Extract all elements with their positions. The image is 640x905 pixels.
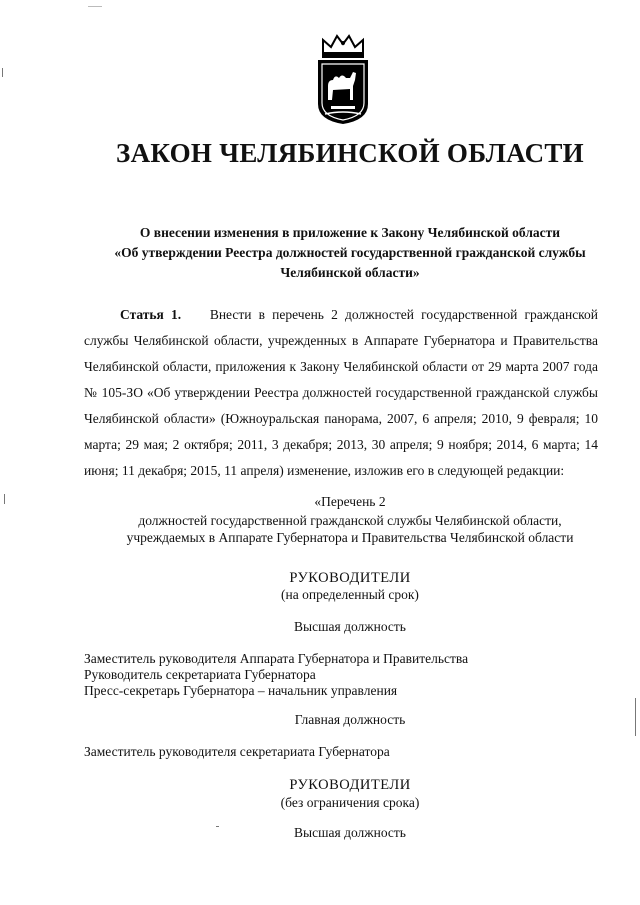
coat-of-arms-emblem bbox=[313, 34, 373, 126]
section-heading: РУКОВОДИТЕЛИ bbox=[289, 777, 411, 793]
position-item: Руководитель секретариата Губернатора bbox=[84, 667, 316, 682]
list-title-line: учреждаемых в Аппарате Губернатора и Правительства Челябинской области bbox=[126, 530, 574, 545]
group-title: Высшая должность bbox=[294, 619, 406, 634]
scan-mark bbox=[2, 68, 3, 77]
law-subtitle bbox=[70, 223, 630, 283]
article-text: Внести в перечень 2 должностей государственной гражданской службы Челябинской области, учрежденных в Аппарате Губернатора и Правительства Челябинской области, приложения к Закону Челябинской области от 29 марта 2007 года № 105-ЗО «Об утверждении Реестра должностей государственной гражданской службы Челябинской области» (Южноуральская панорама, 2007, 6 апреля; 2010, 9 февраля; 10 марта; 29 мая; 2 октября; 2011, 3 декабря; 2013, 30 апреля; 9 ноября; 2014, 6 марта; 14 июня; 11 декабря; 2015, 11 апреля) изменение, изложив его в следующей редакции: bbox=[84, 307, 599, 478]
subtitle-line: Челябинской области» bbox=[280, 265, 420, 280]
list-title-line: должностей государственной гражданской службы Челябинской области, bbox=[138, 513, 562, 528]
group-title: Главная должность bbox=[294, 712, 406, 727]
subtitle-line: «Об утверждении Реестра должностей государственной гражданской службы bbox=[114, 245, 586, 260]
scan-mark bbox=[88, 6, 102, 7]
group-title: Высшая должность bbox=[294, 825, 406, 840]
subtitle-line: О внесении изменения в приложение к Закону Челябинской области bbox=[139, 225, 561, 240]
section-term: (без ограничения срока) bbox=[280, 795, 420, 810]
list-title-line: «Перечень 2 bbox=[314, 494, 386, 509]
section-term: (на определенный срок) bbox=[281, 587, 419, 602]
position-item: Пресс-секретарь Губернатора – начальник управления bbox=[84, 683, 398, 698]
section-heading: РУКОВОДИТЕЛИ bbox=[289, 570, 411, 586]
article-1 bbox=[84, 302, 598, 484]
position-item: Заместитель руководителя секретариата Губернатора bbox=[84, 744, 390, 759]
position-item: Заместитель руководителя Аппарата Губернатора и Правительства bbox=[84, 651, 469, 666]
law-title: ЗАКОН ЧЕЛЯБИНСКОЙ ОБЛАСТИ bbox=[116, 138, 584, 168]
article-label: Статья 1. bbox=[120, 307, 182, 322]
